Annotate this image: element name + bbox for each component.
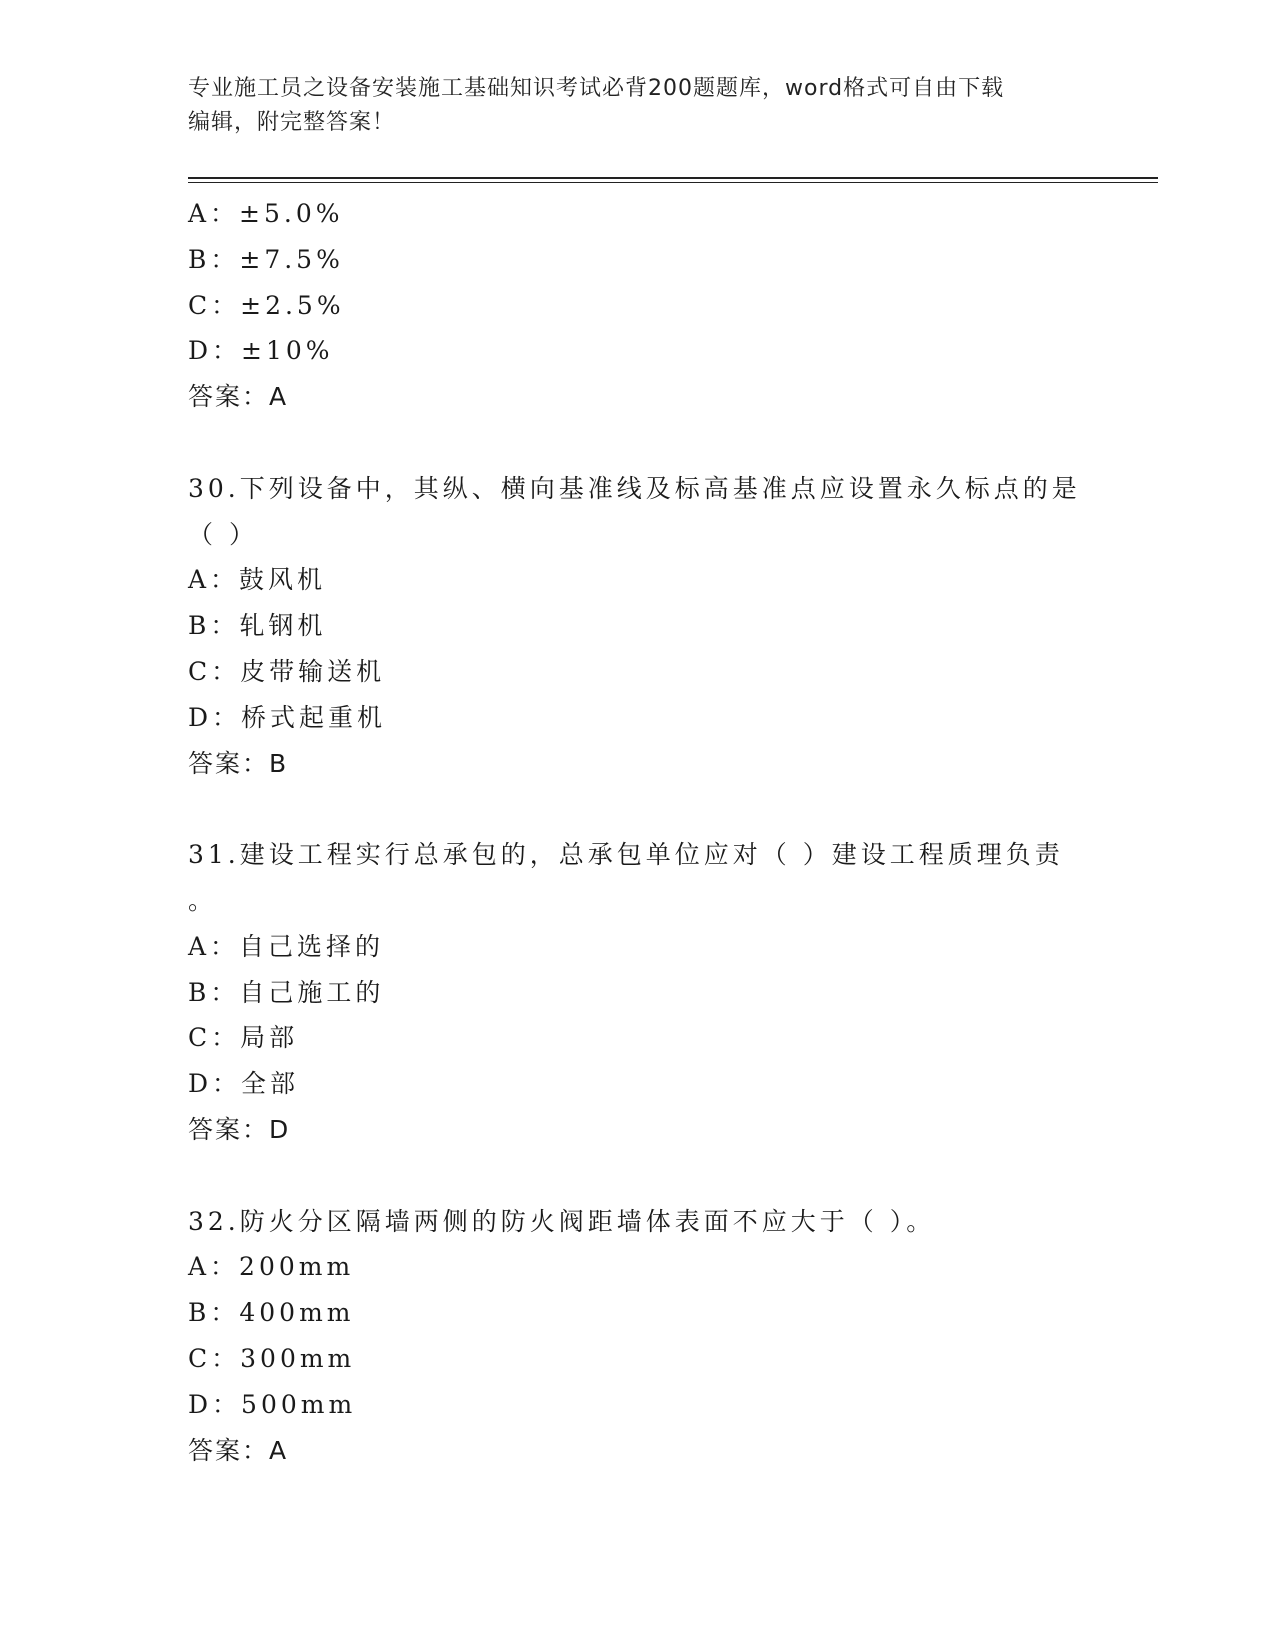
option-a: A：鼓风机 xyxy=(188,565,327,595)
question-gap xyxy=(188,1153,1088,1199)
option-d: D：±10% xyxy=(188,336,334,366)
question-stem-continued: （ ） xyxy=(188,519,258,549)
question-stem-continued: 。 xyxy=(188,885,218,915)
header-divider-thin xyxy=(188,182,1158,183)
question-stem: 31.建设工程实行总承包的，总承包单位应对（ ）建设工程质理负责 xyxy=(188,840,1064,870)
question-32 xyxy=(188,1199,1088,1474)
question-stem: 30.下列设备中，其纵、横向基准线及标高基准点应设置永久标点的是 xyxy=(188,473,1081,503)
option-a: A：±5.0% xyxy=(188,199,344,228)
option-c: C：皮带输送机 xyxy=(188,656,386,686)
option-b: B：自己施工的 xyxy=(188,977,385,1007)
question-30 xyxy=(188,466,1088,787)
question-gap xyxy=(188,420,1088,466)
header-title-line-1: 专业施工员之设备安装施工基础知识考试必背200题题库，word格式可自由下载 xyxy=(188,76,1005,101)
question-31 xyxy=(188,832,1088,1153)
option-c: C：局部 xyxy=(188,1023,299,1053)
header-title-line-2: 编辑，附完整答案！ xyxy=(188,110,396,135)
question-gap xyxy=(188,786,1088,832)
question-29-continued xyxy=(188,191,1088,420)
option-a: A：自己选择的 xyxy=(188,931,385,961)
answer-line: 答案：A xyxy=(188,382,289,412)
option-b: B：±7.5% xyxy=(188,244,344,274)
option-c: C：±2.5% xyxy=(188,290,345,320)
option-c: C：300mm xyxy=(188,1343,356,1373)
document-header xyxy=(188,72,1088,140)
answer-line: 答案：A xyxy=(188,1435,289,1465)
option-d: D：500mm xyxy=(188,1389,357,1419)
answer-line: 答案：B xyxy=(188,748,289,778)
question-list xyxy=(188,191,1088,1473)
option-d: D：全部 xyxy=(188,1069,300,1099)
header-divider-thick xyxy=(188,177,1158,179)
answer-line: 答案：D xyxy=(188,1114,291,1144)
option-a: A：200mm xyxy=(188,1252,355,1282)
option-b: B：400mm xyxy=(188,1298,355,1328)
option-b: B：轧钢机 xyxy=(188,611,327,641)
question-stem: 32.防火分区隔墙两侧的防火阀距墙体表面不应大于（ ）。 xyxy=(188,1206,936,1236)
option-d: D：桥式起重机 xyxy=(188,702,387,732)
